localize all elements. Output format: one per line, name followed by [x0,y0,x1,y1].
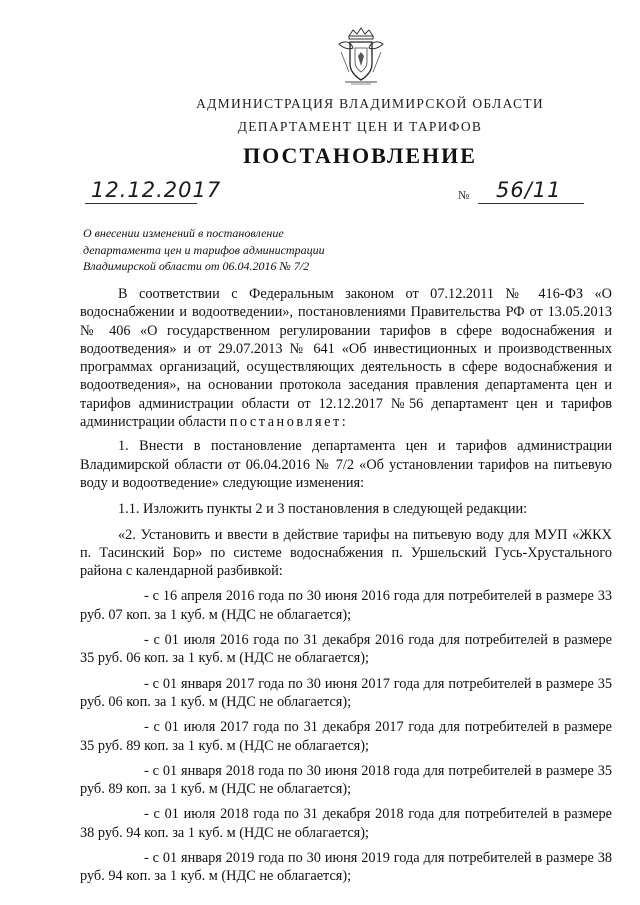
date-underline [85,203,197,204]
department-name: ДЕПАРТАМЕНТ ЦЕН И ТАРИФОВ [237,119,483,134]
number-sign: № [458,188,470,202]
administration-name: АДМИНИСТРАЦИЯ ВЛАДИМИРСКОЙ ОБЛАСТИ [196,96,544,111]
document-title: ПОСТАНОВЛЕНИЕ [243,143,477,168]
tariff-item: - с 01 июля 2017 года по 31 декабря 2017 года для потребителей в размере 35 руб. 89 коп. за 1 куб. м (НДС не облагается); [80,719,612,754]
number-underline [478,203,584,204]
clause-1-1-paragraph: 1.1. Изложить пункты 2 и 3 постановления в следующей редакции: [118,501,528,518]
tariff-item: - с 01 июля 2018 года по 31 декабря 2018 года для потребителей в размере 38 руб. 94 коп. за 1 куб. м (НДС не облагается); [80,806,612,841]
tariff-item: - с 16 апреля 2016 года по 30 июня 2016 года для потребителей в размере 33 руб. 07 коп. за 1 куб. м (НДС не облагается); [80,588,612,623]
document-subject [83,225,383,275]
clause-1-paragraph: 1. Внести в постановление департамента цен и тарифов администрации Владимирской области от 06.04.2016 № 7/2 «Об установлении тарифов на питьевую воду и водоотведение» следующие изменения: [80,438,612,491]
tariff-item: - с 01 января 2018 года по 30 июня 2018 года для потребителей в размере 35 руб. 89 коп. за 1 куб. м (НДС не облагается); [80,762,612,798]
preamble-paragraph [80,285,612,431]
document-number: 56/11 [496,178,562,202]
subject-line: О внесении изменений в постановление [83,226,284,240]
tariff-item: - с 01 июля 2016 года по 31 декабря 2016 года для потребителей в размере 35 руб. 06 коп. за 1 куб. м (НДС не облагается); [80,632,612,667]
subject-line: Владимирской области от 06.04.2016 № 7/2 [83,259,310,273]
tariff-item: - с 01 января 2017 года по 30 июня 2017 года для потребителей в размере 35 руб. 06 коп. за 1 куб. м (НДС не облагается); [80,675,612,710]
preamble-text: В соответствии с Федеральным законом от 07.12.2011 № 416-ФЗ «О водоснабжении и водоотведении», постановлениями Правительства РФ от 13.05.2013 № 406 «О государственном регулировании тарифов в сфере водоснабжения и водоотведения» и от 29.07.2013 № 641 «Об инвестиционных и производственных программах организаций, осуществляющих деятельность в сфере водоснабжения и водоотведения», на основании протокола заседания правления департамента цен и тарифов администрации области от 12.12.2017 №56 департамент цен и тарифов администрации области [80,286,612,431]
coat-of-arms-emblem [335,26,387,88]
document-date: 12.12.2017 [91,178,222,202]
subject-line: департамента цен и тарифов администрации [83,242,325,257]
resolves-word: постановляет: [229,414,349,431]
tariff-item: - с 01 января 2019 года по 30 июня 2019 года для потребителей в размере 38 руб. 94 коп. за 1 куб. м (НДС не облагается); [80,850,612,885]
document-body [80,280,612,886]
clause-2-paragraph: «2. Установить и ввести в действие тарифы на питьевую воду для МУП «ЖКХ п. Тасинский Бор» по системе водоснабжения п. Уршельский Гусь-Хрустального района с календарной разбивкой: [80,526,612,580]
